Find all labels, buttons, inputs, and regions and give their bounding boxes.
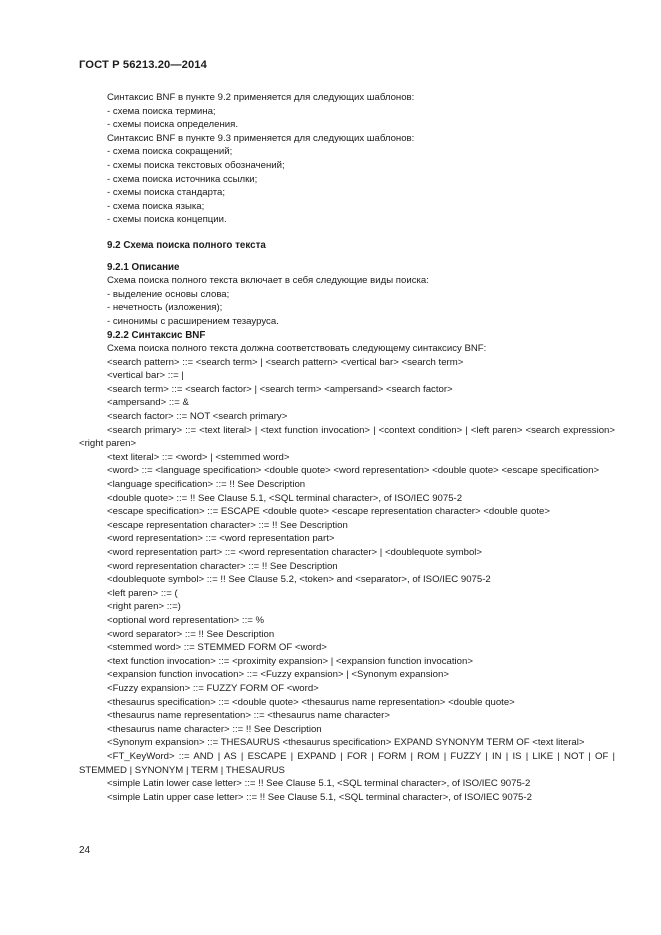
bnf-rule: <Fuzzy expansion> ::= FUZZY FORM OF <word> bbox=[107, 682, 319, 694]
paragraph-bnf-9-2: Синтаксис BNF в пункте 9.2 применяется для следующих шаблонов: bbox=[107, 92, 415, 103]
page-body bbox=[79, 91, 615, 804]
list-item: - схемы поиска определения. bbox=[107, 119, 238, 131]
page-number: 24 bbox=[79, 845, 91, 856]
bnf-rule: <word representation character> ::= !! See Description bbox=[107, 560, 338, 572]
list-item: - синонимы с расширением тезауруса. bbox=[107, 315, 279, 327]
bnf-rule: <Synonym expansion> ::= THESAURUS <thesaurus specification> EXPAND SYNONYM TERM OF <text literal> bbox=[107, 737, 585, 749]
list-item: - схема поиска источника ссылки; bbox=[107, 173, 258, 185]
bnf-rule: <stemmed word> ::= STEMMED FORM OF <word> bbox=[107, 642, 327, 654]
list-item: - схема поиска сокращений; bbox=[107, 146, 233, 158]
list-item: - схемы поиска стандарта; bbox=[107, 187, 225, 199]
bnf-rule: <escape specification> ::= ESCAPE <double quote> <escape representation character> <double quote> bbox=[107, 506, 550, 518]
bnf-rules bbox=[79, 356, 615, 805]
list-item: - схема поиска термина; bbox=[107, 105, 216, 117]
paragraph-9-2-2: Схема поиска полного текста должна соответствовать следующему синтаксису BNF: bbox=[107, 343, 487, 355]
bnf-rule: <left paren> ::= ( bbox=[107, 587, 178, 599]
bnf-rule: <language specification> ::= !! See Description bbox=[107, 479, 306, 491]
list-item: - схема поиска языка; bbox=[107, 200, 205, 212]
bnf-rule: <search primary> ::= <text literal> | <text function invocation> | <context condition> | <left paren> <search expression> <right paren> bbox=[79, 424, 615, 450]
bnf-rule: <thesaurus specification> ::= <double quote> <thesaurus name representation> <double quote> bbox=[107, 696, 515, 708]
bnf-rule: <doublequote symbol> ::= !! See Clause 5.2, <token> and <separator>, of ISO/IEC 9075-2 bbox=[107, 574, 491, 586]
bnf-rule: <word representation part> ::= <word representation character> | <doublequote symbol> bbox=[107, 547, 483, 558]
bnf-rule: <text function invocation> ::= <proximity expansion> | <expansion function invocation> bbox=[107, 655, 473, 667]
section-heading-9-2: 9.2 Схема поиска полного текста bbox=[107, 239, 266, 251]
bnf-rule: <search pattern> ::= <search term> | <search pattern> <vertical bar> <search term> bbox=[107, 356, 464, 368]
bnf-rule: <optional word representation> ::= % bbox=[107, 614, 265, 626]
subsection-heading-9-2-1: 9.2.1 Описание bbox=[107, 261, 180, 273]
paragraph-bnf-9-3: Синтаксис BNF в пункте 9.3 применяется для следующих шаблонов: bbox=[107, 132, 415, 144]
bnf-rule: <word separator> ::= !! See Description bbox=[107, 628, 275, 640]
list-bnf-9-3 bbox=[79, 145, 615, 227]
bnf-rule: <double quote> ::= !! See Clause 5.1, <SQL terminal character>, of ISO/IEC 9075-2 bbox=[107, 492, 463, 504]
subsection-heading-9-2-2: 9.2.2 Синтаксис BNF bbox=[107, 329, 206, 341]
bnf-rule: <ampersand> ::= & bbox=[107, 397, 189, 409]
bnf-rule: <simple Latin lower case letter> ::= !! See Clause 5.1, <SQL terminal character>, of ISO/IEC 9075-2 bbox=[107, 778, 531, 790]
document-header: ГОСТ Р 56213.20—2014 bbox=[79, 59, 207, 71]
list-item: - схемы поиска концепции. bbox=[107, 214, 227, 226]
bnf-rule: <simple Latin upper case letter> ::= !! See Clause 5.1, <SQL terminal character>, of ISO/IEC 9075-2 bbox=[107, 791, 532, 803]
list-item: - схемы поиска текстовых обозначений; bbox=[107, 159, 285, 171]
bnf-rule: <vertical bar> ::= | bbox=[107, 370, 184, 382]
bnf-rule: <right paren> ::=) bbox=[107, 601, 181, 613]
list-9-2-1 bbox=[79, 288, 615, 329]
bnf-rule: <FT_KeyWord> ::= AND | AS | ESCAPE | EXPAND | FOR | FORM | ROM | FUZZY | IN | IS | LIKE | NOT | OF | STEMMED | SYNONYM | TERM | THESAURUS bbox=[79, 750, 615, 776]
bnf-rule: <thesaurus name representation> ::= <thesaurus name character> bbox=[107, 710, 390, 722]
bnf-rule: <escape representation character> ::= !! See Description bbox=[107, 519, 348, 531]
bnf-rule: <search factor> ::= NOT <search primary> bbox=[107, 411, 288, 423]
bnf-rule: <search term> ::= <search factor> | <search term> <ampersand> <search factor> bbox=[107, 383, 453, 395]
list-item: - нечетность (изложения); bbox=[107, 302, 223, 314]
list-item: - выделение основы слова; bbox=[107, 288, 230, 300]
bnf-rule: <word> ::= <language specification> <double quote> <word representation> <double quote> <escape specification> bbox=[107, 465, 600, 477]
bnf-rule: <word representation> ::= <word representation part> bbox=[107, 533, 335, 545]
list-bnf-9-2 bbox=[79, 105, 615, 132]
bnf-rule: <thesaurus name character> ::= !! See Description bbox=[107, 723, 322, 735]
bnf-rule: <text literal> ::= <word> | <stemmed word> bbox=[107, 451, 290, 463]
bnf-rule: <expansion function invocation> ::= <Fuzzy expansion> | <Synonym expansion> bbox=[107, 669, 449, 681]
paragraph-9-2-1: Схема поиска полного текста включает в себя следующие виды поиска: bbox=[107, 275, 429, 287]
